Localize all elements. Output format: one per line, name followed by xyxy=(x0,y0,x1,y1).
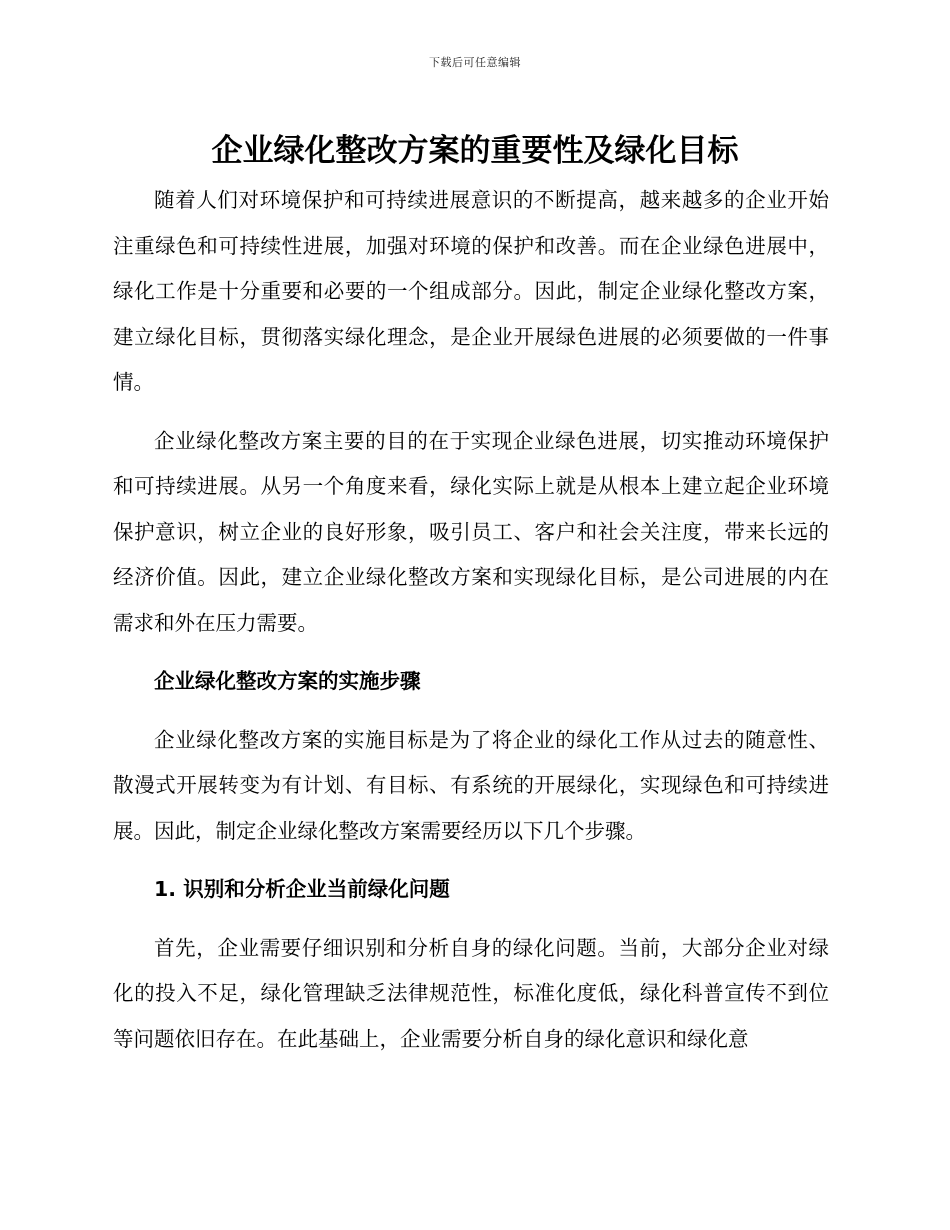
paragraph-steps-intro: 企业绿化整改方案的实施目标是为了将企业的绿化工作从过去的随意性、散漫式开展转变为有计划、有目标、有系统的开展绿化，实现绿色和可持续进展。因此，制定企业绿化整改方案需要经历以下几个步骤。 xyxy=(113,727,829,843)
document-title: 企业绿化整改方案的重要性及绿化目标 xyxy=(211,133,739,169)
section-heading-step-1: 1. 识别和分析企业当前绿化问题 xyxy=(154,877,450,901)
header-note: 下载后可任意编辑 xyxy=(429,56,521,69)
paragraph-step-1: 首先，企业需要仔细识别和分析自身的绿化问题。当前，大部分企业对绿化的投入不足，绿化管理缺乏法律规范性，标准化度低，绿化科普宣传不到位等问题依旧存在。在此基础上，企业需要分析自身的绿化意识和绿化意 xyxy=(113,935,829,1051)
section-heading-steps: 企业绿化整改方案的实施步骤 xyxy=(154,669,421,693)
document-body xyxy=(113,178,829,1075)
paragraph-purpose: 企业绿化整改方案主要的目的在于实现企业绿色进展，切实推动环境保护和可持续进展。从另一个角度来看，绿化实际上就是从根本上建立起企业环境保护意识，树立企业的良好形象，吸引员工、客户和社会关注度，带来长远的经济价值。因此，建立企业绿化整改方案和实现绿化目标，是公司进展的内在需求和外在压力需要。 xyxy=(113,428,829,635)
paragraph-intro: 随着人们对环境保护和可持续进展意识的不断提高，越来越多的企业开始注重绿色和可持续性进展，加强对环境的保护和改善。而在企业绿色进展中，绿化工作是十分重要和必要的一个组成部分。因此，制定企业绿化整改方案，建立绿化目标，贯彻落实绿化理念，是企业开展绿色进展的必须要做的一件事情。 xyxy=(113,188,829,394)
